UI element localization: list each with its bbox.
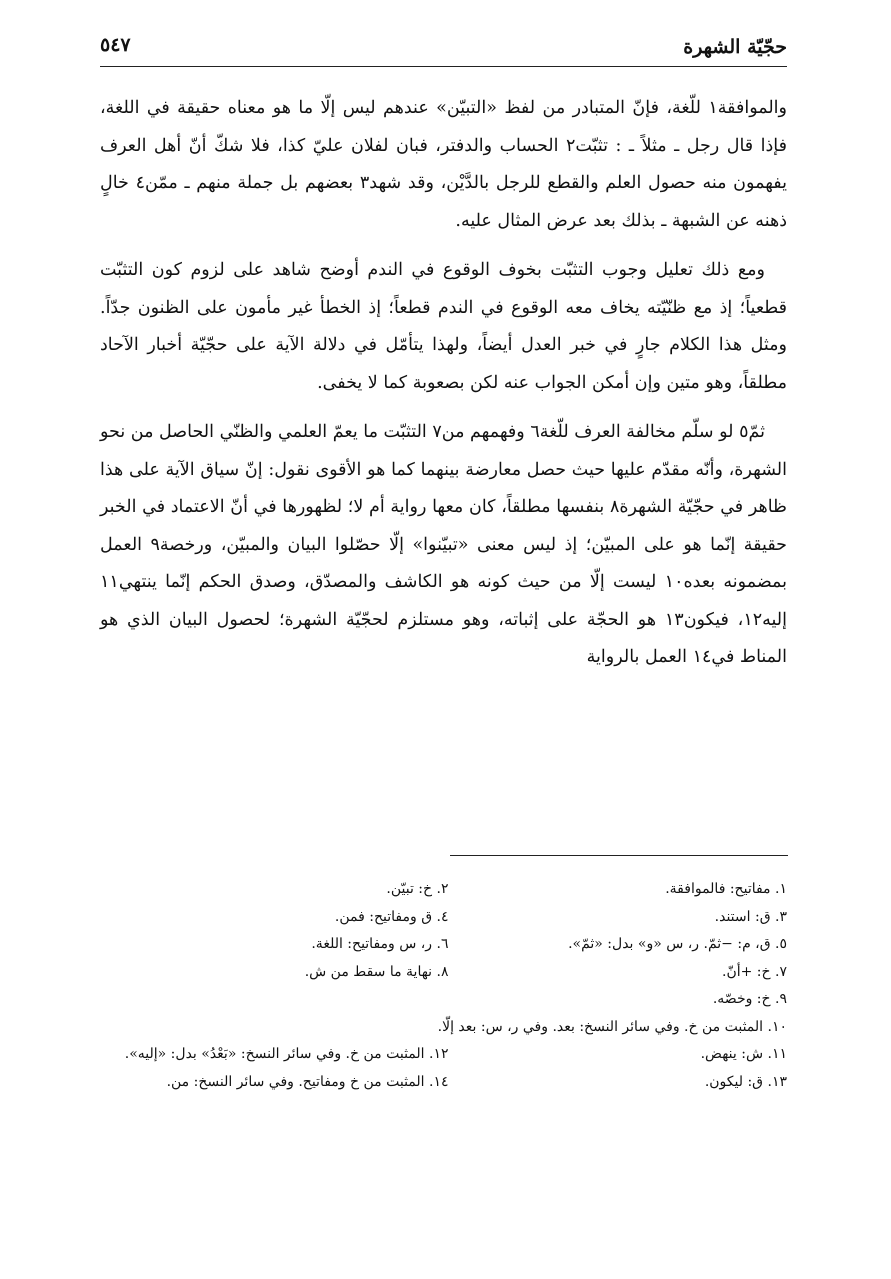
paragraph: والموافقة١ للّغة، فإنّ المتبادر من لفظ «التبيّن» عندهم ليس إلّا ما هو معناه حقيقة في اللغة، فإذا قال رجل ـ مثلاً ـ : تثبّت٢ الحساب والدفتر، فبان لفلان عليّ كذا، فلا شكّ أنّ أهل العرف يفهمون منه حصول العلم والقطع للرجل بالدَّيْن، وقد شهد٣ بعضهم بل جملة منهم ـ ممّن٤ خالٍ ذهنه عن الشبهة ـ بذلك بعد عرض المثال عليه. (100, 98, 787, 231)
footnote: ٤. ق ومفاتيح: فمن. (334, 908, 449, 925)
page-number: ٥٤٧ (100, 34, 131, 56)
page-header (100, 30, 787, 67)
footnote: ١٣. ق: ليكون. (704, 1073, 787, 1090)
footnote: ١١. ش: ينهض. (700, 1046, 787, 1062)
paragraph: ومع ذلك تعليل وجوب التثبّت بخوف الوقوع في الندم أوضح شاهد على لزوم كون التثبّت قطعياً؛ إذ مع ظنّيّته يخاف معه الوقوع في الندم قطعاً؛ إذ الخطأ غير مأمون على الظنون جدّاً. ومثل هذا الكلام جارٍ في خبر العدل أيضاً، ولهذا يتأمّل في دلالة الآية على حجّيّة أخبار الآحاد مطلقاً، وهو متين وإن أمكن الجواب عنه لكن بصعوبة كما لا يخفى. (100, 260, 787, 393)
footnote: ٥. ق، م: −ثمّ. ر، س «و» بدل: «ثمّ». (568, 936, 787, 952)
footnote: ١٠. المثبت من خ. وفي سائر النسخ: بعد. وفي ر، س: بعد إلّا. (437, 1018, 787, 1035)
paragraph: ثمّ٥ لو سلّم مخالفة العرف للّغة٦ وفهمهم من٧ التثبّت ما يعمّ العلمي والظنّي الحاصل من نحو الشهرة، وأنّه مقدّم عليها حيث حصل معارضة بينهما كما هو الأقوى نقول: إنّ سياق الآية على هذا ظاهر في حجّيّة الشهرة٨ بنفسها مطلقاً، كان معها رواية أم لا؛ لظهورها في أنّ الاعتماد في الخبر حقيقة إنّما هو على المبيّن؛ إذ ليس معنى «تبيّنوا» إلّا حصّلوا البيان والمبيّن، ورخصة٩ العمل بمضمونه بعده١٠ ليست إلّا من حيث كونه هو الكاشف والمصدّق، وصدق الحكم إنّما ينتهي١١ إليه١٢، فيكون١٣ هو الحجّة على إثباته، وهو مستلزم لحجّيّة الشهرة؛ لحصول البيان الذي هو المناط في١٤ العمل بالرواية (100, 422, 787, 667)
footnote: ٧. خ: +أنّ. (722, 963, 787, 980)
footnote: ١. مفاتيح: فالموافقة. (665, 881, 787, 897)
footnote: ٩. خ: وخصّه. (712, 991, 787, 1007)
footnote: ٦. ر، س ومفاتيح: اللغة. (311, 936, 449, 952)
footnote: ١٢. المثبت من خ. وفي سائر النسخ: «بَعْدُ» بدل: «إليه». (124, 1046, 449, 1062)
footnote: ١٤. المثبت من خ ومفاتيح. وفي سائر النسخ: من. (166, 1073, 449, 1090)
footnote: ٨. نهاية ما سقط من ش. (304, 963, 449, 980)
footnote-separator (450, 855, 788, 856)
running-title: حجّيّة الشهرة (683, 36, 787, 58)
footnote: ٣. ق: استند. (714, 908, 787, 925)
footnotes (110, 876, 787, 1096)
footnote: ٢. خ: تبيّن. (386, 881, 449, 897)
main-text (100, 90, 787, 689)
